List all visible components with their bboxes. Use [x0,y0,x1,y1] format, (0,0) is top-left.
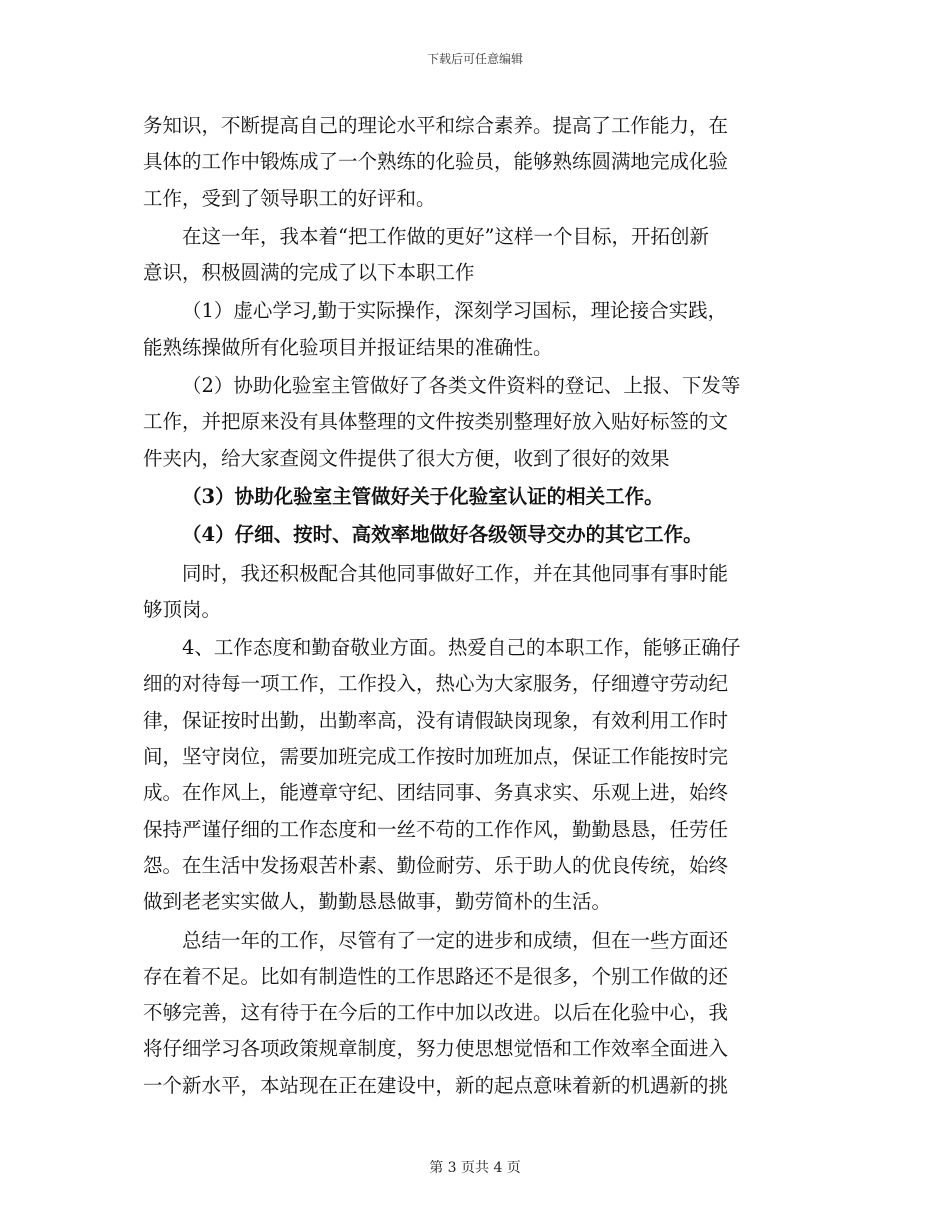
text-line: 意识，积极圆满的完成了以下本职工作 [143,261,475,285]
text-line: 间，坚守岗位，需要加班完成工作按时加班加点，保证工作能按时完 [143,745,729,769]
text-line: 具体的工作中锻炼成了一个熟练的化验员，能够熟练圆满地完成化验 [143,150,729,174]
text-line: 存在着不足。比如有制造性的工作思路还不是很多，个别工作做的还 [143,964,729,988]
text-line: 律，保证按时出勤，出勤率高，没有请假缺岗现象，有效利用工作时 [143,708,729,732]
paragraph [143,108,808,217]
text-line: 将仔细学习各项政策规章制度，努力使思想觉悟和工作效率全面进入 [143,1037,729,1061]
text-line: 务知识，不断提高自己的理论水平和综合素养。提高了工作能力，在 [143,114,729,137]
bold-paragraph [143,479,808,515]
text-line: 保持严谨仔细的工作态度和一丝不苟的工作作风，勤勤恳恳，任劳任 [143,817,729,841]
paragraph [143,923,808,1104]
paragraph [143,293,808,366]
text-line: 够顶岗。 [143,597,222,621]
text-line: 同时，我还积极配合其他同事做好工作，并在其他同事有事时能 [182,561,729,585]
page-header: 下载后可任意编辑 [426,52,523,66]
text-line: 做到老老实实做人，勤勤恳恳做事，勤劳简朴的生活。 [143,890,612,914]
paragraph [143,556,808,629]
document-body [143,108,808,1104]
text-line: 不够完善，这有待于在今后的工作中加以改进。以后在化验中心，我 [143,1001,729,1025]
text-line: 4、工作态度和勤奋敬业方面。热爱自己的本职工作，能够正确仔 [182,636,741,660]
text-line: 怨。在生活中发扬艰苦朴素、勤俭耐劳、乐于助人的优良传统，始终 [143,853,729,877]
text-line: （3）协助化验室主管做好关于化验室认证的相关工作。 [182,484,664,508]
text-line: （2）协助化验室主管做好了各类文件资料的登记、上报、下发等 [182,374,741,398]
paragraph [143,630,808,920]
paragraph [143,368,808,477]
text-line: 成。在作风上，能遵章守纪、团结同事、务真求实、乐观上进，始终 [143,781,729,805]
text-line: 细的对待每一项工作，工作投入，热心为大家服务，仔细遵守劳动纪 [143,672,729,696]
page-footer: 第 3 页共 4 页 [429,1160,521,1176]
text-line: 能熟练操做所有化验项目并报证结果的准确性。 [143,335,553,359]
text-line: 件夹内，给大家查阅文件提供了很大方便，收到了很好的效果 [143,446,670,470]
bold-paragraph [143,517,808,553]
text-line: 总结一年的工作，尽管有了一定的进步和成绩，但在一些方面还 [182,928,729,952]
text-line: 在这一年，我本着“把工作做的更好”这样一个目标，开拓创新 [182,224,709,248]
text-line: 工作，受到了领导职工的好评和。 [143,186,436,210]
text-line: （4）仔细、按时、高效率地做好各级领导交办的其它工作。 [182,523,703,547]
text-line: 工作，并把原来没有具体整理的文件按类别整理好放入贴好标签的文 [143,410,729,434]
text-line: 一个新水平，本站现在正在建设中，新的起点意味着新的机遇新的挑 [143,1073,729,1097]
text-line: （1）虚心学习,勤于实际操作，深刻学习国标，理论接合实践， [182,299,728,323]
paragraph [143,219,808,292]
